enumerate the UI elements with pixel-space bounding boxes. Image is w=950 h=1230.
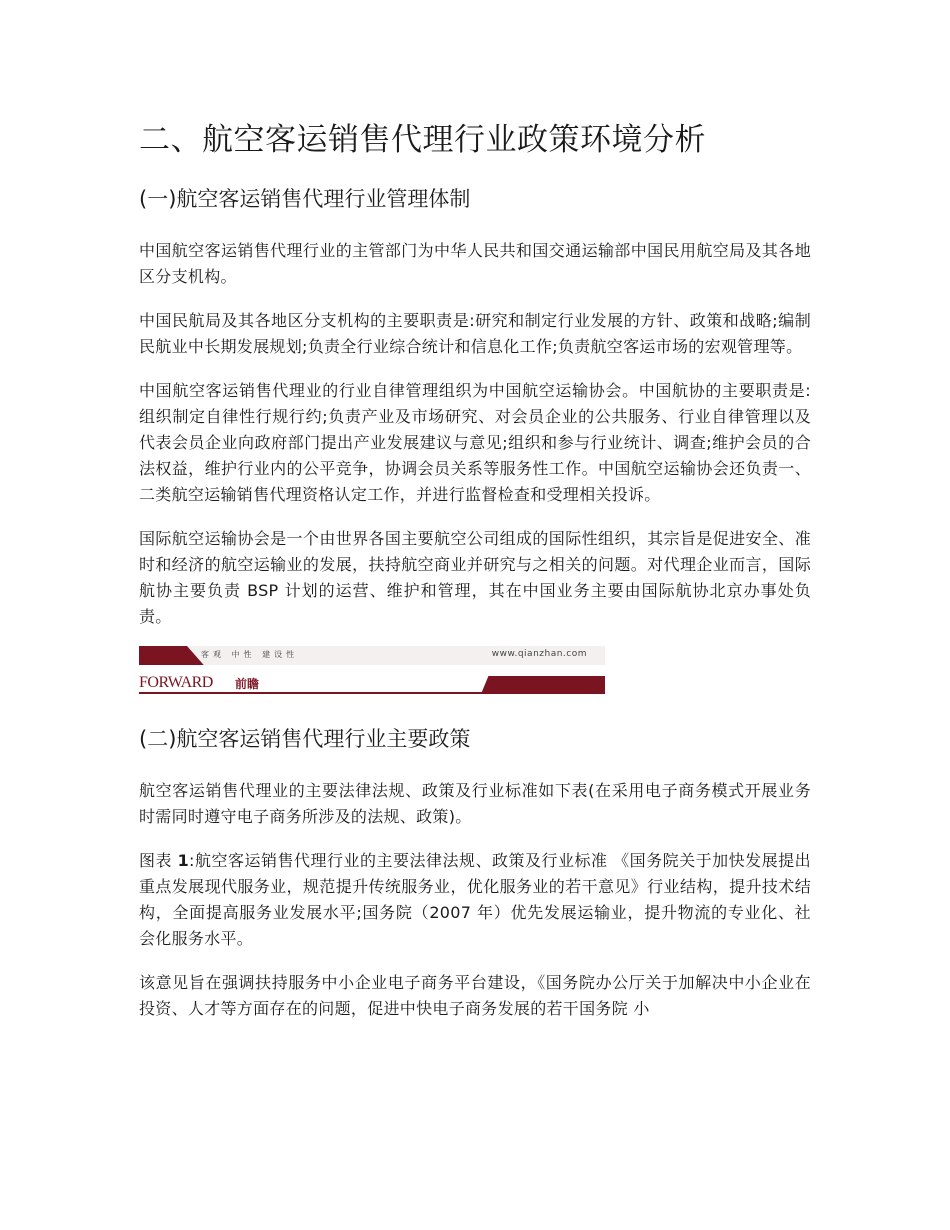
- paragraph-caac-duties: 中国民航局及其各地区分支机构的主要职责是:研究和制定行业发展的方针、政策和战略;编制民航业中长期发展规划;负责全行业综合统计和信息化工作;负责航空客运市场的宏观管理等。: [139, 311, 811, 356]
- qianzhan-banner: [139, 646, 605, 694]
- figure-text: :航空客运销售代理行业的主要法律法规、政策及行业标准 《国务院关于加快发展提出重点发展现代服务业，规范提升传统服务业，优化服务业的若干意见》行业结构，提升技术结构，全面提高服务业发展水平;国务院（2007 年）优先发展运输业，提升物流的专业化、社会化服务水平。: [139, 851, 811, 948]
- paragraph-cata-duties: 中国航空客运销售代理业的行业自律管理组织为中国航空运输协会。中国航协的主要职责是:组织制定自律性行规行约;负责产业及市场研究、对会员企业的公共服务、行业自律管理以及代表会员企业向政府部门提出产业发展建议与意见;组织和参与行业统计、调查;维护会员的合法权益，维护行业内的公平竞争，协调会员关系等服务性工作。中国航空运输协会还负责一、二类航空运输销售代理资格认定工作，并进行监督检查和受理相关投诉。: [139, 381, 811, 504]
- paragraph-authority: 中国航空客运销售代理行业的主管部门为中华人民共和国交通运输部中国民用航空局及其各地区分支机构。: [139, 241, 811, 286]
- forward-logo-cn: 前瞻: [235, 677, 260, 691]
- document-page: [139, 118, 811, 1022]
- banner-slogan: 客观 中性 建设性: [201, 650, 299, 659]
- section-heading-management: (一)航空客运销售代理行业管理体制: [139, 187, 471, 211]
- section-heading-policies: (二)航空客运销售代理行业主要政策: [139, 727, 471, 751]
- paragraph-ecommerce: 该意见旨在强调扶持服务中小企业电子商务平台建设，《国务院办公厅关于加解决中小企业在投资、人才等方面存在的问题，促进中快电子商务发展的若干国务院 小: [139, 973, 811, 1018]
- figure-prefix: 图表: [139, 851, 178, 870]
- paragraph-laws-intro: 航空客运销售代理业的主要法律法规、政策及行业标准如下表(在采用电子商务模式开展业务时需同时遵守电子商务所涉及的法规、政策)。: [139, 781, 811, 826]
- paragraph-iata: 国际航空运输协会是一个由世界各国主要航空公司组成的国际性组织，其宗旨是促进安全、准时和经济的航空运输业的发展，扶持航空商业并研究与之相关的问题。对代理企业而言，国际航协主要负责 BSP 计划的运营、维护和管理，其在中国业务主要由国际航协北京办事处负责。: [139, 529, 811, 626]
- figure-number: 1: [177, 851, 190, 870]
- forward-logo: FORWARD: [139, 674, 213, 691]
- paragraph-figure-caption: [139, 848, 811, 952]
- banner-url: www.qianzhan.com: [491, 649, 587, 659]
- page-title: 二、航空客运销售代理行业政策环境分析: [139, 122, 706, 158]
- banner-bottom-line: [139, 692, 605, 694]
